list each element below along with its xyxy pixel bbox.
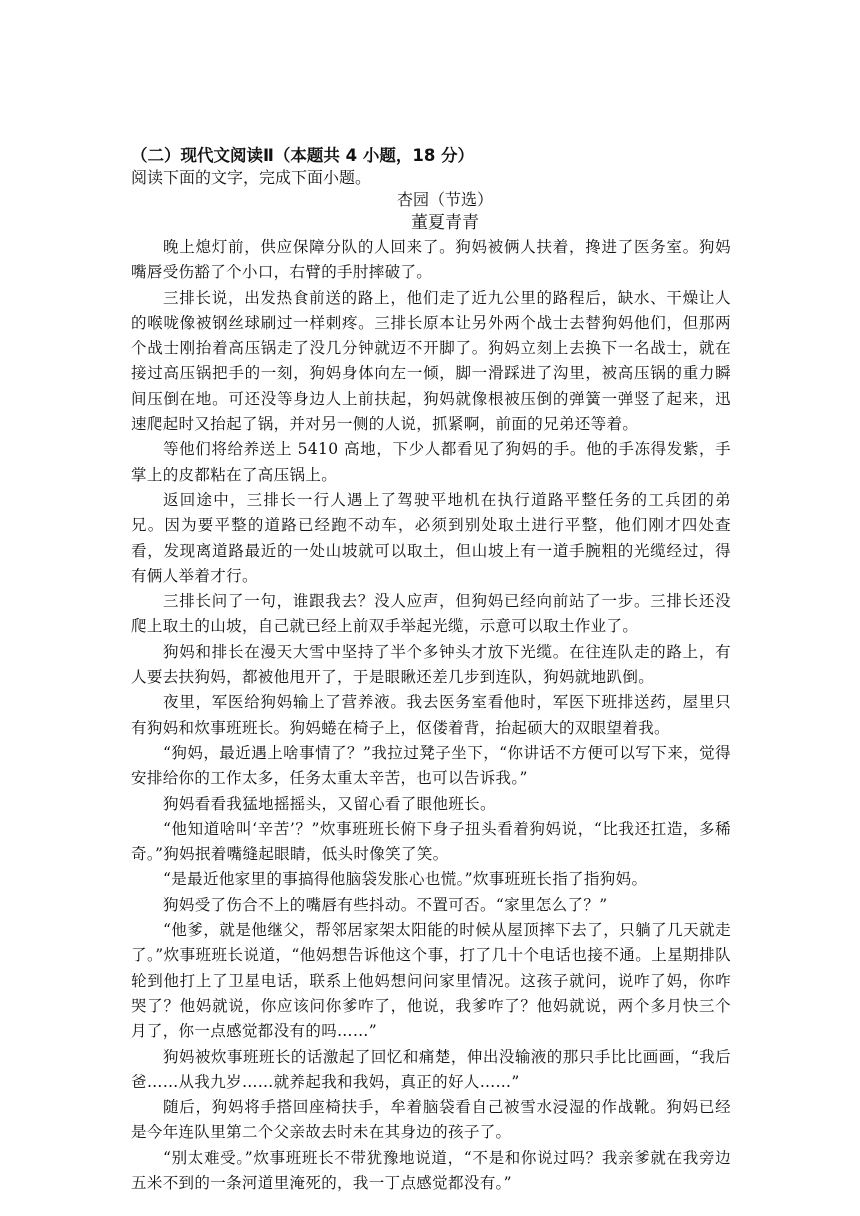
paragraph: “是最近他家里的事搞得他脑袋发胀心也慌。”炊事班班长指了指狗妈。 [163, 870, 648, 889]
paragraph: “别太难受。”炊事班班长不带犹豫地说道，“不是和你说过吗？我亲爹就在我旁边五米不到的一条河道里淹死的，我一丁点感觉都没有。” [131, 1148, 731, 1192]
reading-instruction: 阅读下面的文字，完成下面小题。 [131, 168, 372, 187]
paragraph: 随后，狗妈将手搭回座椅扶手，牟着脑袋看自己被雪水浸湿的作战靴。狗妈已经是今年连队里第二个父亲故去时未在其身边的孩子了。 [131, 1098, 731, 1142]
paragraph: 狗妈受了伤合不上的嘴唇有些抖动。不置可否。“家里怎么了？” [163, 895, 608, 914]
paragraph: 狗妈被炊事班班长的话激起了回忆和痛楚，伸出没输液的那只手比比画画，“我后爸……从我九岁……就养起我和我妈，真正的好人……” [131, 1047, 731, 1091]
paragraph: 三排长问了一句，谁跟我去？没人应声，但狗妈已经向前站了一步。三排长还没爬上取土的山坡，自己就已经上前双手举起光缆，示意可以取土作业了。 [131, 592, 731, 636]
article-body [131, 235, 731, 1196]
article-author: 董夏青青 [411, 213, 479, 233]
paragraph: 三排长说，出发热食前送的路上，他们走了近九公里的路程后，缺水、干燥让人的喉咙像被钢丝球刷过一样刺疼。三排长原本让另外两个战士去替狗妈他们，但那两个战士刚抬着高压锅走了没几分钟就迈不开脚了。狗妈立刻上去换下一名战士，就在接过高压锅把手的一刻，狗妈身体向左一倾，脚一滑踩进了沟里，被高压锅的重力瞬间压倒在地。可还没等身边人上前扶起，狗妈就像根被压倒的弹簧一弹竖了起来，迅速爬起时又抬起了锅，并对另一侧的人说，抓紧啊，前面的兄弟还等着。 [131, 288, 731, 434]
paragraph: “狗妈，最近遇上啥事情了？”我拉过凳子坐下，“你讲话不方便可以写下来，觉得安排给你的工作太多，任务太重太辛苦，也可以告诉我。” [131, 743, 731, 788]
article-title: 杏园（节选） [396, 190, 493, 209]
paragraph: 等他们将给养送上 5410 高地，下少人都看见了狗妈的手。他的手冻得发紫，手掌上的皮都粘在了高压锅上。 [131, 440, 731, 484]
paragraph: “他知道啥叫‘辛苦’？”炊事班班长俯下身子扭头看着狗妈说，“比我还扛造，多稀奇。”狗妈抿着嘴缝起眼睛，低头时像笑了笑。 [131, 819, 731, 864]
paragraph: 晚上熄灯前，供应保障分队的人回来了。狗妈被俩人扶着，搀进了医务室。狗妈嘴唇受伤豁了个小口，右臂的手肘摔破了。 [131, 238, 731, 282]
paragraph: “他爹，就是他继父，帮邻居家架太阳能的时候从屋顶摔下去了，只躺了几天就走了。”炊事班班长说道，“他妈想告诉他这个事，打了几十个电话也接不通。上星期排队轮到他打上了卫星电话，联系上他妈想问问家里情况。这孩子就问，说咋了妈，你咋哭了？他妈就说，你应该问你爹咋了，他说，我爹咋了？他妈就说，两个多月快三个月了，你一点感觉都没有的吗……” [131, 921, 731, 1041]
paragraph: 狗妈和排长在漫天大雪中坚持了半个多钟头才放下光缆。在往连队走的路上，有人要去扶狗妈，都被他甩开了，于是眼瞅还差几步到连队，狗妈就地趴倒。 [131, 642, 731, 687]
section-title: （二）现代文阅读Ⅱ（本题共 4 小题，18 分） [131, 146, 475, 165]
paragraph: 返回途中，三排长一行人遇上了驾驶平地机在执行道路平整任务的工兵团的弟兄。因为要平整的道路已经跑不动车，必须到别处取土进行平整，他们刚才四处查看，发现离道路最近的一处山坡就可以取土，但山坡上有一道手腕粗的光缆经过，得有俩人举着才行。 [131, 490, 731, 585]
paragraph: 狗妈看看我猛地摇摇头，又留心看了眼他班长。 [163, 794, 496, 813]
document-page [131, 145, 731, 1196]
paragraph: 夜里，军医给狗妈输上了营养液。我去医务室看他时，军医下班排送药，屋里只有狗妈和炊事班班长。狗妈蜷在椅子上，伛偻着背，抬起硕大的双眼望着我。 [131, 693, 731, 737]
